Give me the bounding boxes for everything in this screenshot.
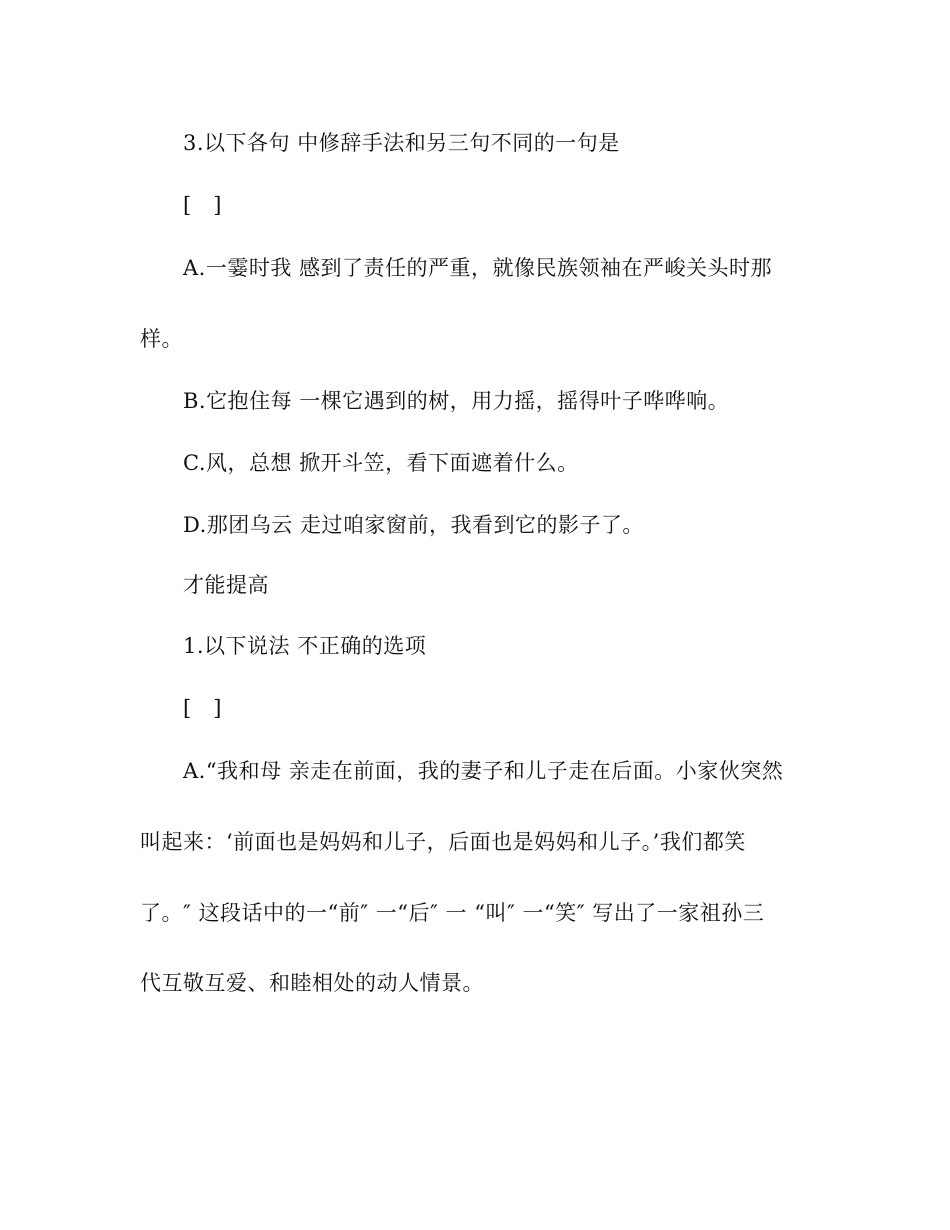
option-a2-line-2: 叫起来：‘前面也是妈妈和儿子，后面也是妈妈和儿子。’我们都笑	[140, 830, 746, 854]
option-a2-line-4: 代互敬互爱、和睦相处的动人情景。	[140, 971, 484, 995]
option-a-line-2: 样。	[140, 327, 183, 351]
option-b: B.它抱住每 一棵它遇到的树，用力摇，摇得叶子哗哗响。	[183, 389, 730, 413]
option-a2-line-3: 了。″ 这段话中的一“前″ 一“后″ 一 “叫″ 一“笑″ 写出了一家祖孙三	[140, 901, 765, 925]
option-a-line-1: A.一霎时我 感到了责任的严重，就像民族领袖在严峻关头时那	[183, 256, 773, 280]
option-c: C.风，总想 掀开斗笠，看下面遮着什么。	[183, 451, 579, 475]
answer-bracket: [ ]	[183, 193, 222, 217]
question-1-prompt: 1.以下说法 不正确的选项	[183, 634, 427, 658]
section-heading: 才能提高	[183, 573, 269, 597]
option-d: D.那团乌云 走过咱家窗前，我看到它的影子了。	[183, 513, 644, 537]
option-a2-line-1: A.“我和母 亲走在前面，我的妻子和儿子走在后面。小家伙突然	[183, 759, 784, 783]
question-3-prompt: 3.以下各句 中修辞手法和另三句不同的一句是	[183, 131, 620, 155]
answer-bracket-2: [ ]	[183, 696, 222, 720]
